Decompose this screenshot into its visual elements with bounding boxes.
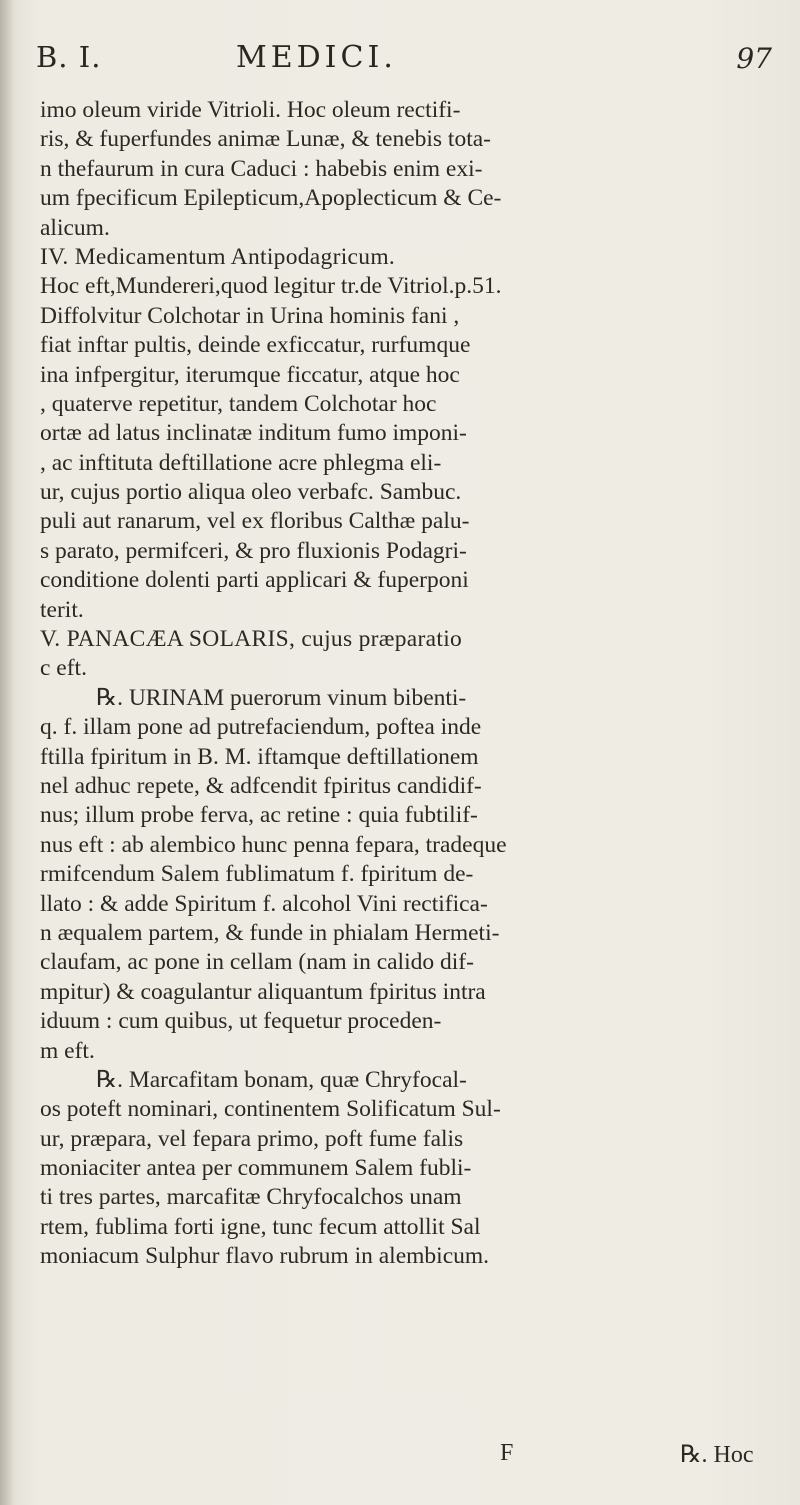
text-line: iduum : cum quibus, ut fequetur proceden- bbox=[40, 1008, 442, 1035]
recipe-line: ℞. Marcafitam bonam, quæ Chryfocal- bbox=[96, 1066, 467, 1093]
text-line: puli aut ranarum, vel ex floribus Calthæ palu- bbox=[40, 508, 470, 535]
text-line: , quaterve repetitur, tandem Colchotar hoc bbox=[40, 390, 437, 417]
body-text bbox=[40, 96, 775, 1272]
page-number: 97 bbox=[736, 42, 772, 75]
section-heading-iv: IV. Medicamentum Antipodagricum. bbox=[40, 243, 396, 270]
text-line: ortæ ad latus inclinatæ inditum fumo imponi- bbox=[40, 420, 467, 447]
text-line: ur, cujus portio aliqua oleo verbafc. Sambuc. bbox=[40, 479, 462, 506]
text-line: conditione dolenti parti applicari & fuperponi bbox=[40, 567, 469, 594]
page-footer bbox=[40, 1440, 775, 1474]
text-line: ti tres partes, marcafitæ Chryfocalchos unam bbox=[40, 1184, 462, 1211]
text-line: s parato, permifceri, & pro fluxionis Podagri- bbox=[40, 537, 467, 564]
text-line: m eft. bbox=[40, 1037, 95, 1064]
running-head-title: MEDICI. bbox=[236, 40, 397, 75]
text-line: mpitur) & coagulantur aliquantum fpiritus intra bbox=[40, 978, 486, 1005]
text-line: , ac inftituta deftillatione acre phlegma eli- bbox=[40, 449, 442, 476]
text-line: ftilla fpiritum in B. M. iftamque deftillationem bbox=[40, 743, 479, 770]
text-line: c eft. bbox=[40, 655, 87, 682]
text-line: llato : & adde Spiritum f. alcohol Vini rectifica- bbox=[40, 890, 488, 917]
text-line: nus; illum probe ferva, ac retine : quia fubtilif- bbox=[40, 802, 478, 829]
text-line: n thefaurum in cura Caduci : habebis enim exi- bbox=[40, 155, 483, 182]
text-line: n æqualem partem, & funde in phialam Hermeti- bbox=[40, 919, 500, 946]
section-heading-v: V. PANACÆA SOLARIS, cujus præparatio bbox=[40, 626, 463, 653]
text-line: ur, præpara, vel fepara primo, poft fume falis bbox=[40, 1125, 464, 1152]
text-line: terit. bbox=[40, 596, 84, 623]
text-line: rmifcendum Salem fublimatum f. fpiritum de- bbox=[40, 861, 474, 888]
text-line: moniaciter antea per communem Salem fubli- bbox=[40, 1155, 472, 1182]
text-line: ris, & fuperfundes animæ Lunæ, & tenebis tota- bbox=[40, 126, 491, 153]
text-line: ina infpergitur, iterumque ficcatur, atque hoc bbox=[40, 361, 460, 388]
text-line: imo oleum viride Vitrioli. Hoc oleum rectifi- bbox=[40, 97, 461, 123]
signature-mark: F bbox=[500, 1440, 516, 1466]
running-head-left: B. I. bbox=[36, 40, 102, 74]
text-line: alicum. bbox=[40, 214, 110, 241]
text-line: fiat inftar pultis, deinde exficcatur, rurfumque bbox=[40, 332, 471, 359]
text-line: Hoc eft,Mundereri,quod legitur tr.de Vitriol.p.51. bbox=[40, 273, 502, 300]
text-line: um fpecificum Epilepticum,Apoplecticum & Ce- bbox=[40, 185, 502, 212]
text-line: moniacum Sulphur flavo rubrum in alembicum. bbox=[40, 1243, 490, 1270]
text-line: Diffolvitur Colchotar in Urina hominis fani , bbox=[40, 302, 460, 329]
text-line: claufam, ac pone in cellam (nam in calido dif- bbox=[40, 949, 474, 976]
gutter-shadow bbox=[0, 0, 14, 1505]
text-line: nel adhuc repete, & adfcendit fpiritus candidif- bbox=[40, 772, 482, 799]
text-line: nus eft : ab alembico hunc penna fepara, tradeque bbox=[40, 831, 507, 858]
catchword: ℞. Hoc bbox=[680, 1442, 754, 1468]
text-line: os poteft nominari, continentem Solificatum Sul- bbox=[40, 1096, 501, 1123]
recipe-line: ℞. URINAM puerorum vinum bibenti- bbox=[96, 684, 467, 711]
text-line: rtem, fublima forti igne, tunc fecum attollit Sal bbox=[40, 1213, 481, 1240]
running-head bbox=[36, 40, 776, 84]
text-line: q. f. illam pone ad putrefaciendum, poftea inde bbox=[40, 714, 482, 741]
